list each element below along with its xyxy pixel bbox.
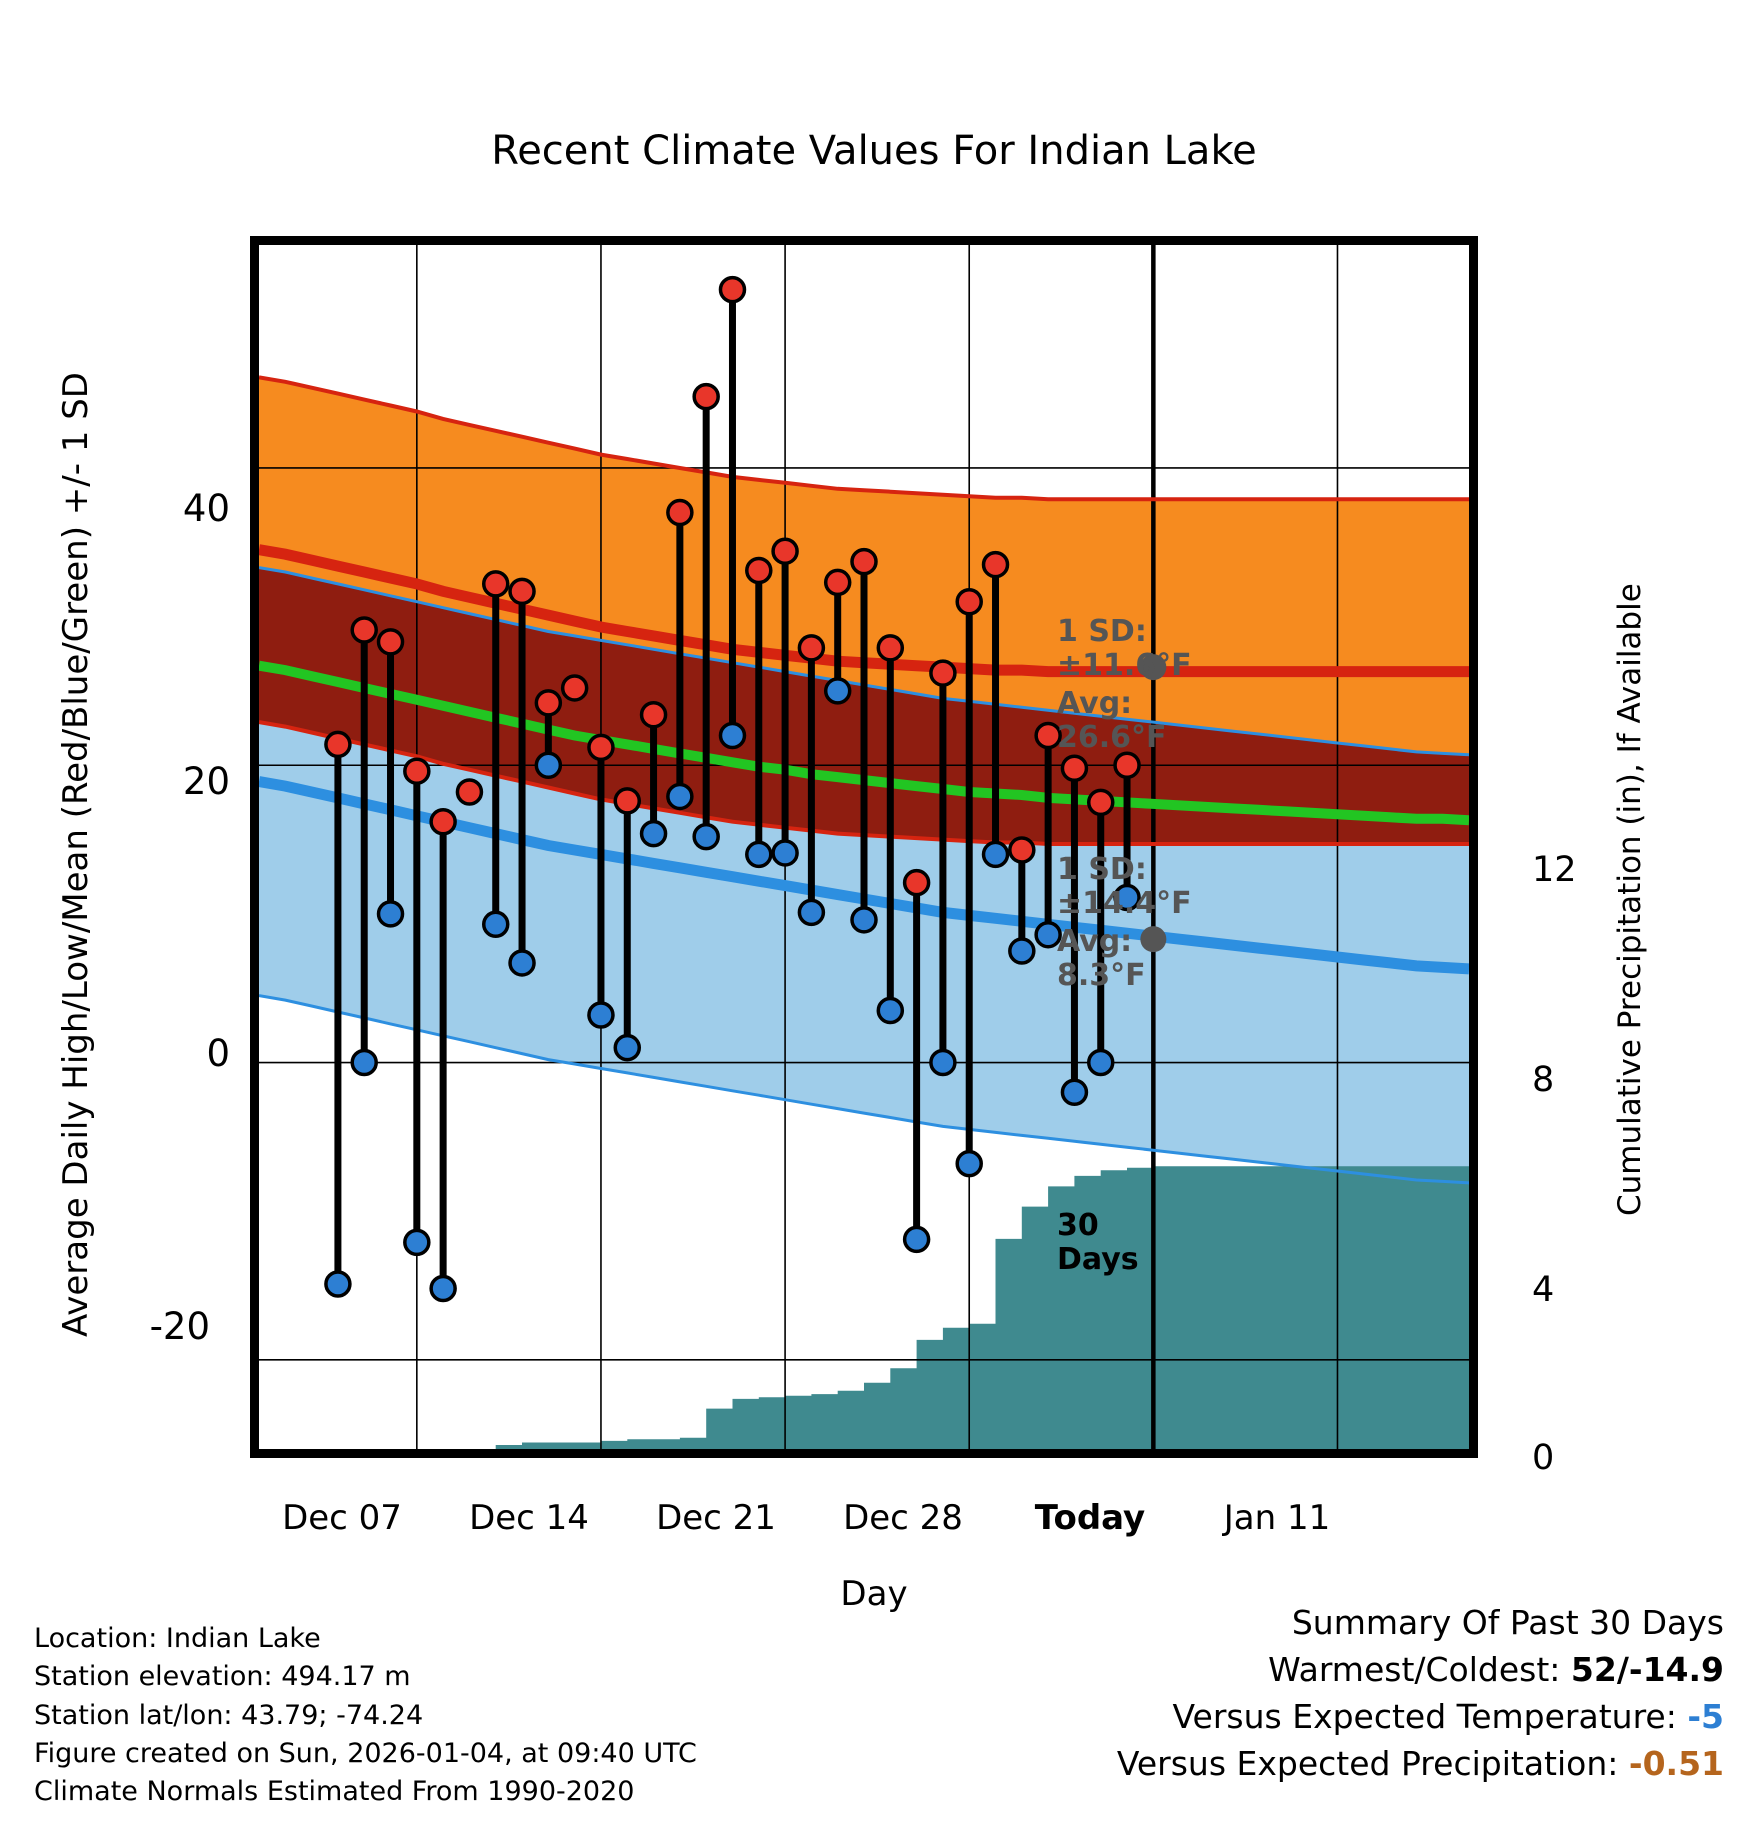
y-tick-minus20: -20 xyxy=(149,1305,210,1348)
chart-title: Recent Climate Values For Indian Lake xyxy=(491,128,1257,174)
low-sd-label: 1 SD: xyxy=(1057,852,1147,887)
vs-temp-label: Versus Expected Temperature: xyxy=(1172,1696,1677,1736)
window-label-line1: 30 xyxy=(1057,1208,1099,1243)
y-tick-right-0: 0 xyxy=(1532,1438,1555,1478)
high-avg-annotation xyxy=(1057,687,1167,754)
y-tick-40: 40 xyxy=(182,487,230,530)
warmest-coldest-value: 52/-14.9 xyxy=(1570,1649,1724,1689)
x-tick-dec07: Dec 07 xyxy=(282,1498,402,1538)
footer-elevation: Station elevation: 494.17 m xyxy=(34,1661,411,1693)
chart-svg xyxy=(259,245,1469,1449)
y-axis-label-left: Average Daily High/Low/Mean (Red/Blue/Green) +/- 1 SD xyxy=(56,372,96,1338)
y-tick-right-4: 4 xyxy=(1532,1270,1555,1310)
high-sd-annotation xyxy=(1057,615,1192,682)
high-avg-label: Avg: xyxy=(1057,686,1133,721)
summary-warmest-coldest xyxy=(1117,1647,1724,1694)
footer-left xyxy=(34,1620,697,1812)
footer-normals: Climate Normals Estimated From 1990-2020 xyxy=(34,1776,635,1808)
low-sd-value: ±14.4°F xyxy=(1057,885,1192,921)
x-tick-dec28: Dec 28 xyxy=(843,1498,963,1538)
x-axis-label: Day xyxy=(840,1574,908,1614)
window-annotation xyxy=(1057,1209,1139,1276)
low-avg-annotation xyxy=(1057,925,1146,992)
y-axis-label-right: Cumulative Precipitation (in), If Available xyxy=(1612,583,1648,1217)
vs-temp-value: -5 xyxy=(1687,1696,1724,1736)
low-sd-annotation xyxy=(1057,853,1192,920)
high-sd-label: 1 SD: xyxy=(1057,614,1147,649)
window-label-line2: Days xyxy=(1057,1241,1139,1277)
y-tick-0: 0 xyxy=(206,1032,230,1075)
y-tick-right-12: 12 xyxy=(1532,850,1577,890)
x-tick-today: Today xyxy=(1034,1498,1146,1538)
y-tick-right-8: 8 xyxy=(1532,1060,1555,1100)
summary-vs-temp xyxy=(1117,1694,1724,1741)
x-tick-dec14: Dec 14 xyxy=(469,1498,589,1538)
plot-area xyxy=(250,236,1478,1458)
vs-precip-label: Versus Expected Precipitation: xyxy=(1116,1743,1619,1783)
summary-heading: Summary Of Past 30 Days xyxy=(1291,1603,1724,1642)
x-tick-jan11: Jan 11 xyxy=(1223,1498,1331,1538)
footer-latlon: Station lat/lon: 43.79; -74.24 xyxy=(34,1699,424,1731)
high-avg-value: 26.6°F xyxy=(1057,719,1167,755)
footer-location: Location: Indian Lake xyxy=(34,1623,321,1654)
low-avg-value: 8.3°F xyxy=(1057,957,1146,993)
summary-vs-precip xyxy=(1117,1741,1724,1788)
warmest-coldest-label: Warmest/Coldest: xyxy=(1268,1649,1561,1689)
footer-right xyxy=(1117,1600,1724,1787)
low-avg-label: Avg: xyxy=(1057,924,1133,959)
high-sd-value: ±11.6°F xyxy=(1057,647,1192,683)
footer-created: Figure created on Sun, 2026-01-04, at 09:40 UTC xyxy=(34,1737,697,1769)
x-tick-dec21: Dec 21 xyxy=(656,1498,776,1538)
vs-precip-value: -0.51 xyxy=(1628,1743,1724,1783)
y-tick-20: 20 xyxy=(182,760,230,803)
